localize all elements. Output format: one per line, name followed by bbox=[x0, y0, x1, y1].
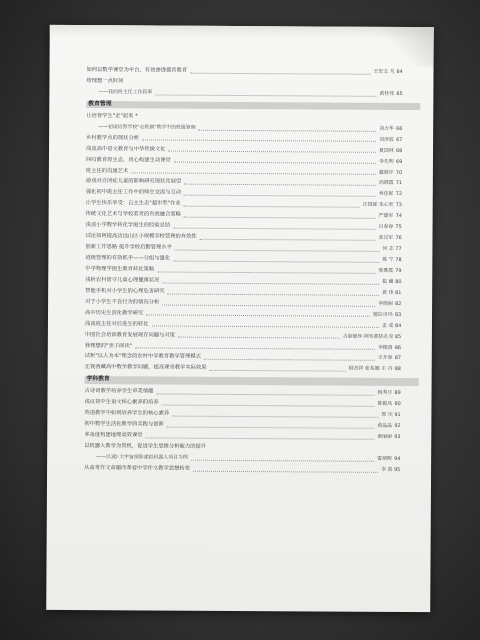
entry-title: 对于小学生不良行为的情况分析 bbox=[85, 298, 160, 306]
dot-leader bbox=[184, 184, 376, 186]
dot-leader bbox=[204, 359, 375, 361]
dot-leader bbox=[193, 470, 378, 472]
entry-title: 我理想的"亲子阅读" bbox=[84, 342, 133, 349]
entry-page-number: 90 bbox=[394, 401, 401, 408]
entry-title: ——初谈培智学校"走班制"教学中的班级管理 bbox=[98, 123, 196, 131]
entry-title: 古诗词教学培养学生审美情趣 bbox=[84, 388, 154, 395]
dot-leader bbox=[174, 249, 379, 251]
entry-author: 陈毅凤 bbox=[377, 401, 393, 408]
entry-page-number: 65 bbox=[396, 90, 403, 97]
entry-page-number: 70 bbox=[395, 169, 403, 176]
entry-title: 中学物理学困生教育转化策略 bbox=[85, 265, 155, 273]
dot-leader bbox=[173, 260, 379, 262]
dot-leader bbox=[157, 271, 375, 273]
dot-leader bbox=[142, 140, 376, 142]
entry-title: 浅谈小学数学转化学困生的经验总结 bbox=[85, 222, 171, 229]
entry-title: 班级管理的有效抓手——分组与量化 bbox=[85, 255, 171, 262]
toc-entry-row bbox=[84, 463, 418, 476]
section-heading-bar bbox=[86, 101, 420, 111]
entry-page-number: 67 bbox=[396, 136, 403, 143]
entry-title: 回归教育原生态，用心构建生动课堂 bbox=[85, 156, 171, 164]
dot-leader bbox=[145, 437, 374, 439]
entry-author: 孟 成 bbox=[381, 322, 394, 329]
entry-page-number: 91 bbox=[394, 412, 401, 419]
entry-page-number: 71 bbox=[395, 180, 403, 187]
entry-author: 黄晶晶 bbox=[377, 422, 393, 430]
entry-title: 试论如何提高边远山区小规模学校管理的有效性 bbox=[85, 233, 197, 240]
entry-title: ——以3D 大宇宙探险虚拟机器人项目为例 bbox=[96, 454, 188, 461]
entry-title: 浅谈班主任对后进生的转化 bbox=[84, 320, 149, 328]
entry-author: 王宏文 凡 bbox=[373, 68, 395, 75]
entry-page-number: 77 bbox=[395, 246, 402, 253]
entry-author: 李先明 bbox=[378, 158, 394, 165]
dot-leader bbox=[174, 228, 376, 230]
entry-author: 刘力华 bbox=[379, 125, 394, 132]
dot-leader bbox=[131, 173, 376, 175]
entry-title: 试析"以人为本"理念的农村中学教育教学管理模式 bbox=[84, 353, 201, 361]
entry-author: 黄 玮 bbox=[382, 289, 394, 296]
entry-author: 何 志 bbox=[382, 245, 394, 253]
entry-author: 郭 庆 bbox=[381, 412, 393, 419]
entry-page-number: 75 bbox=[395, 224, 402, 231]
entry-author: 唐丽丽 bbox=[377, 433, 392, 440]
entry-author: 顾青祥 张兆娜 王 丹 bbox=[348, 366, 393, 373]
entry-page-number: 93 bbox=[394, 434, 401, 441]
entry-title: 以机器人教学为契机，促进学生思维分析能力的提升 bbox=[84, 443, 207, 450]
dot-leader bbox=[162, 304, 375, 306]
entry-title: 初中数学生活化教学的实践与创新 bbox=[84, 421, 164, 428]
entry-title: 乡村教学点的现状分析 bbox=[86, 134, 140, 142]
entry-page-number: 79 bbox=[395, 267, 402, 274]
dot-leader bbox=[162, 282, 379, 284]
entry-page-number: 76 bbox=[395, 235, 402, 242]
entry-title: 传统文化艺术与学校美育的有效融合策略 bbox=[85, 211, 182, 218]
dot-leader bbox=[184, 206, 360, 208]
dot-leader bbox=[161, 405, 374, 407]
entry-author: 黄桂伟 bbox=[379, 90, 395, 97]
page-corner-shadow bbox=[374, 27, 434, 67]
entry-author: 雷炳辉 bbox=[377, 455, 392, 462]
entry-page-number: 92 bbox=[394, 423, 401, 430]
entry-title: 英语教学中如何培养学生的核心素养 bbox=[84, 410, 170, 417]
entry-page-number: 95 bbox=[394, 466, 401, 473]
entry-author: 寿佳妮 bbox=[378, 191, 394, 198]
dot-leader bbox=[178, 337, 340, 339]
section-heading bbox=[85, 374, 419, 387]
entry-author: 杨秀月 bbox=[377, 390, 393, 397]
dot-leader bbox=[184, 195, 376, 197]
entry-title: 浅析农村留守儿童心理健康状况 bbox=[85, 276, 160, 284]
dot-leader bbox=[172, 416, 378, 418]
dot-leader bbox=[198, 129, 376, 131]
entry-page-number: 64 bbox=[396, 68, 403, 75]
entry-page-number: 87 bbox=[394, 355, 402, 362]
entry-page-number: 66 bbox=[396, 125, 403, 132]
section-heading-label: 教育管理 bbox=[88, 100, 112, 108]
section-heading-bar bbox=[85, 376, 419, 386]
entry-page-number: 80 bbox=[395, 278, 402, 285]
entry-page-number: 81 bbox=[395, 289, 402, 296]
entry-author: 陈 宁 bbox=[382, 256, 394, 263]
entry-author: 李 香 bbox=[381, 466, 393, 473]
entry-page-number: 72 bbox=[395, 191, 403, 198]
entry-page-number: 88 bbox=[394, 366, 401, 373]
entry-author: 尚晓霞 bbox=[378, 180, 394, 187]
entry-page-number: 86 bbox=[394, 344, 402, 351]
entry-title: 浅议初中生语文核心素养的培养 bbox=[84, 399, 159, 406]
entry-author: 戴晓宇 bbox=[378, 169, 394, 176]
entry-page-number: 84 bbox=[394, 322, 402, 329]
entry-title: 浅谈高中语文教育与中华传统文化 bbox=[86, 145, 166, 153]
section-heading bbox=[86, 99, 420, 112]
section-heading-label: 学科教育 bbox=[86, 376, 110, 383]
entry-title: ——我的班主任工作叙事 bbox=[98, 89, 153, 96]
dot-leader bbox=[146, 315, 370, 317]
entry-page-number: 94 bbox=[394, 455, 401, 462]
dot-leader bbox=[184, 217, 376, 219]
entry-author: 张汉军 bbox=[378, 234, 394, 242]
entry-title: 给理想一点时间 bbox=[86, 77, 124, 85]
entry-author: 夏国林 bbox=[379, 147, 394, 154]
entry-title: 多角度构建地理高效课堂 bbox=[84, 432, 143, 439]
entry-page-number: 85 bbox=[394, 333, 402, 340]
entry-author: 古丽夏丝·阿布都热孔克 bbox=[342, 333, 394, 340]
entry-author: 邢曼霞 bbox=[378, 267, 393, 274]
entry-author: 吕春春 bbox=[378, 224, 394, 231]
entry-page-number: 83 bbox=[395, 311, 402, 318]
table-of-contents bbox=[84, 65, 420, 476]
entry-author: 王开春 bbox=[377, 355, 393, 362]
entry-page-number: 74 bbox=[395, 213, 402, 220]
entry-author: 严建军 bbox=[378, 213, 394, 220]
entry-author: 李晓丽 bbox=[378, 300, 393, 307]
entry-author: 德拉卓玛 bbox=[373, 311, 393, 318]
entry-title: 从高考作文命题改革看中学作文教学思想转变 bbox=[84, 464, 191, 472]
toc-subtitle-row bbox=[86, 87, 420, 100]
entry-author: 李德清 bbox=[377, 344, 393, 351]
dot-leader bbox=[199, 239, 375, 241]
entry-title: 让培智学生"走"起来 * bbox=[86, 112, 138, 120]
entry-title: 游戏对自闭症儿童的影响研究现状及展望 bbox=[85, 178, 182, 186]
dot-leader bbox=[157, 394, 375, 396]
entry-title: 正视西藏高中数学教学问题，提高课堂教学实际效果 bbox=[84, 364, 207, 372]
entry-title: 中国社会培训教育发展现存问题与对策 bbox=[84, 331, 175, 339]
entry-title: 强化初中班主任工作中的师生交流与互动 bbox=[85, 189, 182, 197]
entry-author: 崔 藏 bbox=[382, 278, 394, 285]
entry-title: 创新工作思路 提升学校后勤管理水平 bbox=[85, 244, 172, 251]
dot-leader bbox=[135, 348, 375, 350]
entry-title: 让学生快乐享受：自主生态"超市型"作业 bbox=[85, 200, 181, 207]
entry-page-number: 82 bbox=[395, 300, 402, 307]
entry-title: 班主任的沟通艺术 bbox=[85, 167, 129, 174]
dot-leader bbox=[168, 151, 376, 153]
dot-leader bbox=[155, 94, 376, 96]
toc-entry-row bbox=[85, 362, 419, 375]
entry-author: 汪国霖 朱心宏 bbox=[362, 202, 394, 209]
dot-leader bbox=[166, 426, 374, 428]
entry-page-number: 69 bbox=[395, 158, 403, 165]
entry-page-number: 78 bbox=[395, 256, 402, 263]
entry-title: 高中历史生活化教学研究 bbox=[85, 309, 144, 317]
dot-leader bbox=[152, 326, 379, 328]
dot-leader bbox=[190, 72, 370, 74]
dot-leader bbox=[174, 162, 376, 164]
entry-author: 刘彦波 bbox=[379, 136, 394, 143]
entry-title: 如何以数学课堂为平台，有效渗透德育教育 bbox=[86, 67, 188, 74]
entry-page-number: 89 bbox=[394, 390, 401, 397]
dot-leader bbox=[210, 370, 346, 372]
entry-title: 智能手机对小学生的心理危害研究 bbox=[85, 287, 165, 295]
book-page bbox=[46, 25, 434, 612]
dot-leader bbox=[191, 459, 374, 461]
entry-page-number: 73 bbox=[395, 202, 402, 209]
dot-leader bbox=[167, 293, 379, 295]
entry-page-number: 68 bbox=[396, 147, 403, 154]
